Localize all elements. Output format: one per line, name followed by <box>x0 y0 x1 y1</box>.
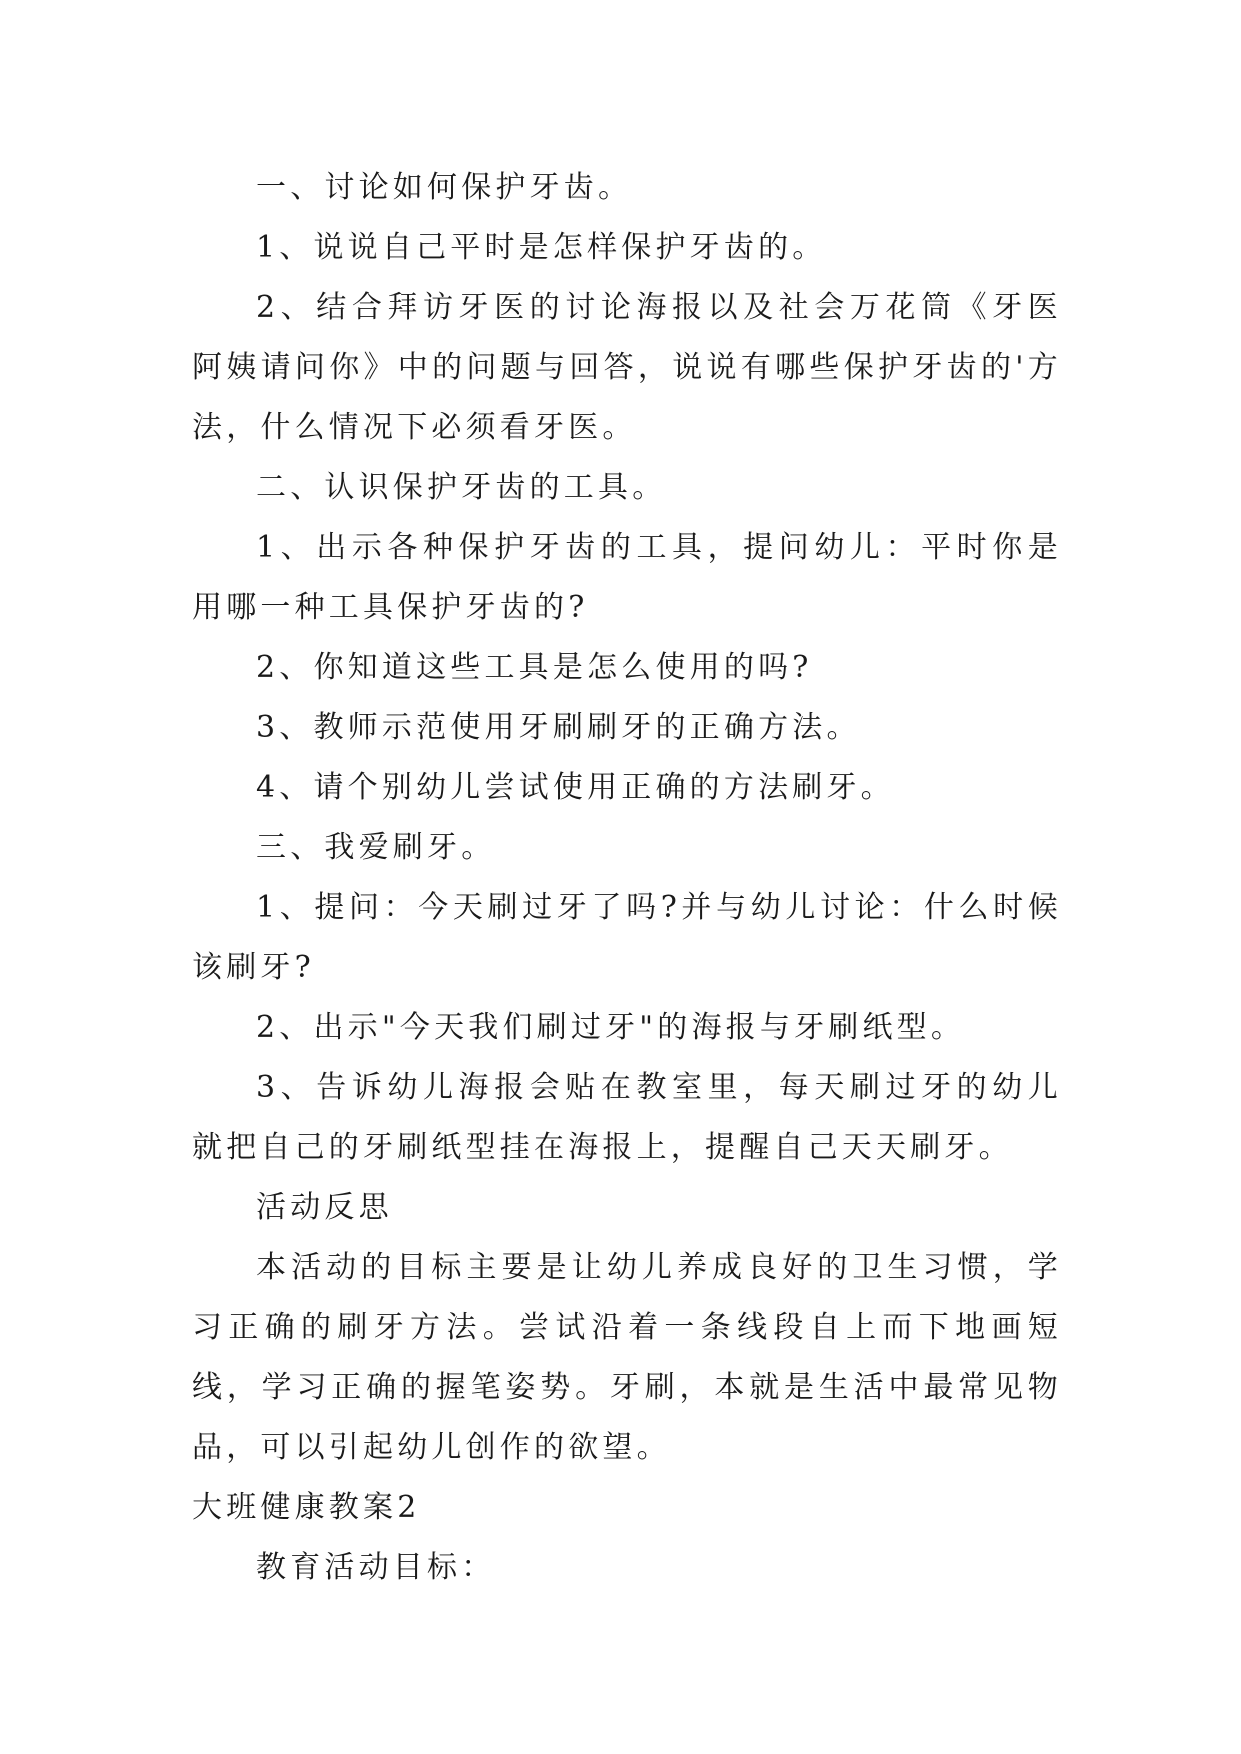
paragraph: 3、教师示范使用牙刷刷牙的正确方法。 <box>256 710 861 745</box>
paragraph: 2、出示"今天我们刷过牙"的海报与牙刷纸型。 <box>256 1010 966 1045</box>
paragraph: 1、出示各种保护牙齿的工具，提问幼儿：平时你是用哪一种工具保护牙齿的? <box>192 530 1062 625</box>
section-heading: 活动反思 <box>256 1190 393 1225</box>
paragraph: 1、提问：今天刷过牙了吗?并与幼儿讨论：什么时候该刷牙? <box>192 890 1062 985</box>
document-body <box>192 158 1062 1598</box>
paragraph: 3、告诉幼儿海报会贴在教室里，每天刷过牙的幼儿就把自己的牙刷纸型挂在海报上，提醒自己天天刷牙。 <box>192 1070 1062 1165</box>
paragraph: 2、你知道这些工具是怎么使用的吗? <box>256 650 813 685</box>
paragraph: 4、请个别幼儿尝试使用正确的方法刷牙。 <box>256 770 895 805</box>
paragraph: 1、说说自己平时是怎样保护牙齿的。 <box>256 230 827 265</box>
paragraph: 三、我爱刷牙。 <box>256 830 496 865</box>
paragraph: 本活动的目标主要是让幼儿养成良好的卫生习惯，学习正确的刷牙方法。尝试沿着一条线段自上而下地画短线，学习正确的握笔姿势。牙刷，本就是生活中最常见物品，可以引起幼儿创作的欲望。 <box>192 1250 1062 1465</box>
paragraph: 2、结合拜访牙医的讨论海报以及社会万花筒《牙医阿姨请问你》中的问题与回答，说说有哪些保护牙齿的'方法，什么情况下必须看牙医。 <box>192 290 1062 445</box>
paragraph: 一、讨论如何保护牙齿。 <box>256 170 633 205</box>
section-heading: 教育活动目标： <box>256 1550 496 1585</box>
paragraph: 二、认识保护牙齿的工具。 <box>256 470 667 505</box>
lesson-title: 大班健康教案2 <box>192 1490 421 1525</box>
